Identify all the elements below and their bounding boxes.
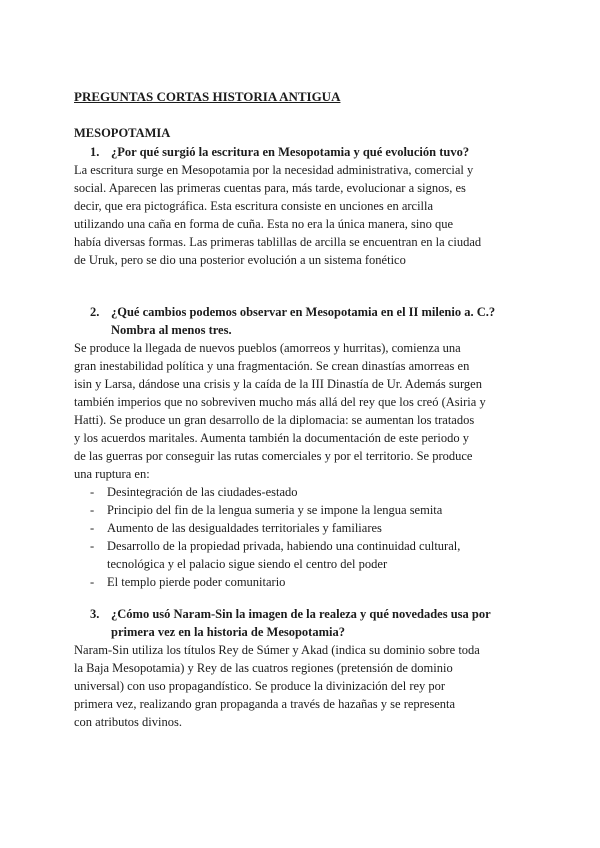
answer-line: con atributos divinos.	[74, 715, 182, 729]
question-2	[74, 303, 534, 339]
document-title: PREGUNTAS CORTAS HISTORIA ANTIGUA	[74, 89, 341, 104]
list-item	[74, 483, 534, 501]
question-3	[74, 605, 534, 641]
bullet-text: El templo pierde poder comunitario	[107, 575, 286, 589]
bullet-text: Aumento de las desigualdades territoriales y familiares	[107, 521, 382, 535]
list-item	[74, 501, 534, 519]
question-number: 1.	[90, 145, 100, 159]
bullet-text: Desintegración de las ciudades-estado	[107, 485, 298, 499]
question-text: ¿Cómo usó Naram-Sin la imagen de la realeza y qué novedades usa por primera vez en la historia de Mesopotamia?	[111, 607, 491, 639]
answer-line: social. Aparecen las primeras cuentas para, más tarde, evolucionar a signos, es	[74, 181, 466, 195]
answer-line: gran inestabilidad política y una fragmentación. Se crean dinastías amorreas en	[74, 359, 470, 373]
answer-line: universal) con uso propagandístico. Se produce la divinización del rey por	[74, 679, 446, 693]
question-text: ¿Por qué surgió la escritura en Mesopotamia y qué evolución tuvo?	[111, 145, 470, 159]
answer-line: Se produce la llegada de nuevos pueblos (amorreos y hurritas), comienza una	[74, 341, 461, 355]
answer-line: Hatti). Se produce un gran desarrollo de la diplomacia: se aumentan los tratados	[74, 413, 475, 427]
section-title: MESOPOTAMIA	[74, 126, 171, 140]
answer-1	[74, 161, 536, 269]
answer-2	[74, 339, 536, 483]
answer-line: utilizando una caña en forma de cuña. Esta no era la única manera, sino que	[74, 217, 454, 231]
answer-line: había diversas formas. Las primeras tablillas de arcilla se encuentran en la ciudad	[74, 235, 482, 249]
question-1	[74, 143, 534, 161]
list-item	[74, 519, 534, 537]
bullet-dash: -	[90, 503, 95, 517]
question-number: 3.	[90, 607, 100, 621]
bullet-dash: -	[90, 539, 95, 553]
answer-line: isin y Larsa, dándose una crisis y la caída de la III Dinastía de Ur. Además surgen	[74, 377, 482, 391]
list-item	[74, 573, 534, 591]
question-text: ¿Qué cambios podemos observar en Mesopotamia en el II milenio a. C.? Nombra al menos tres.	[111, 305, 496, 337]
answer-line: decir, que era pictográfica. Esta escritura consiste en unciones en arcilla	[74, 199, 434, 213]
bullet-list	[74, 483, 534, 591]
question-number: 2.	[90, 305, 100, 319]
answer-line: de las guerras por conseguir las rutas comerciales y por el territorio. Se produce	[74, 449, 473, 463]
answer-line: la Baja Mesopotamia) y Rey de las cuatros regiones (pretensión de dominio	[74, 661, 453, 675]
bullet-dash: -	[90, 485, 95, 499]
answer-line: La escritura surge en Mesopotamia por la necesidad administrativa, comercial y	[74, 163, 474, 177]
bullet-dash: -	[90, 575, 95, 589]
answer-line: una ruptura en:	[74, 467, 150, 481]
answer-line: primera vez, realizando gran propaganda a través de hazañas y se representa	[74, 697, 456, 711]
answer-line: también imperios que no sobreviven mucho más allá del rey que los creó (Asiria y	[74, 395, 486, 409]
answer-line: de Uruk, pero se dio una posterior evolución a un sistema fonético	[74, 253, 406, 267]
answer-line: Naram-Sin utiliza los títulos Rey de Súmer y Akad (indica su dominio sobre toda	[74, 643, 480, 657]
bullet-text: Desarrollo de la propiedad privada, habiendo una continuidad cultural,	[107, 539, 461, 553]
answer-line: y los acuerdos maritales. Aumenta también la documentación de este periodo y	[74, 431, 470, 445]
bullet-text: tecnológica y el palacio sigue siendo el centro del poder	[107, 557, 388, 571]
answer-3	[74, 641, 536, 731]
list-item	[74, 537, 534, 573]
bullet-text: Principio del fin de la lengua sumeria y se impone la lengua semita	[107, 503, 443, 517]
bullet-dash: -	[90, 521, 95, 535]
